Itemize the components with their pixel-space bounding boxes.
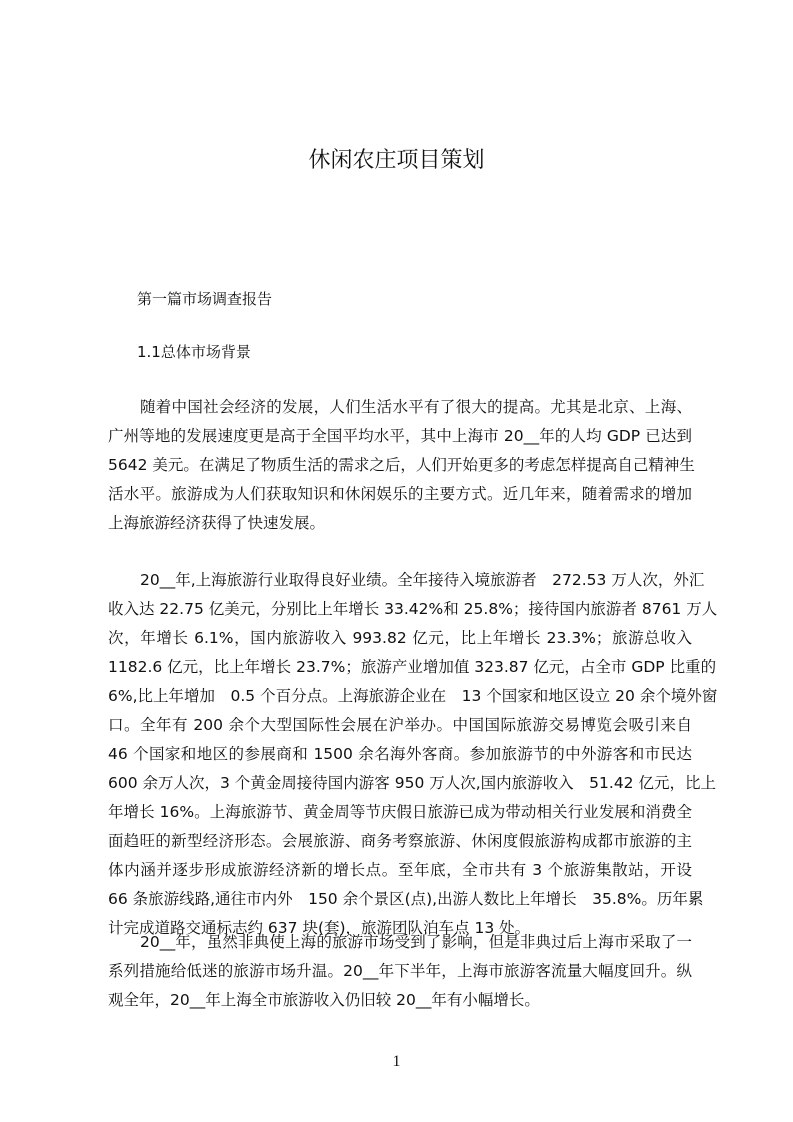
text-line: 观全年，20__年上海全市旅游收入仍旧较 20__年有小幅增长。	[108, 991, 540, 1009]
subsection-heading: 1.1总体市场背景	[137, 343, 251, 361]
document-title: 休闲农庄项目策划	[308, 148, 485, 173]
text-line: 66 条旅游线路,通往市内外 150 余个景区(点),出游人数比上年增长 35.8%。历年累	[108, 890, 704, 908]
text-line: 46 个国家和地区的参展商和 1500 余名海外客商。参加旅游节的中外游客和市民达	[108, 745, 692, 763]
text-line: 口。全年有 200 余个大型国际性会展在沪举办。中国国际旅游交易博览会吸引来自	[108, 716, 692, 734]
text-line: 活水平。旅游成为人们获取知识和休闲娱乐的主要方式。近几年来，随着需求的增加	[108, 485, 692, 503]
text-line: 600 余万人次，3 个黄金周接待国内游客 950 万人次,国内旅游收入 51.42 亿元，比上	[108, 774, 716, 792]
text-line: 20__年，虽然非典使上海的旅游市场受到了影响，但是非典过后上海市采取了一	[140, 933, 692, 951]
text-line: 20__年,上海旅游行业取得良好业绩。全年接待入境旅游者 272.53 万人次，外汇	[140, 571, 705, 589]
text-line: 随着中国社会经济的发展，人们生活水平有了很大的提高。尤其是北京、上海、	[140, 398, 692, 416]
text-line: 1182.6 亿元，比上年增长 23.7%；旅游产业增加值 323.87 亿元，占全市 GDP 比重的	[108, 658, 717, 676]
text-line: 计完成道路交通标志约 637 块(套)，旅游团队泊车点 13 处。	[108, 919, 531, 937]
text-line: 系列措施给低迷的旅游市场升温。20__年下半年，上海市旅游客流量大幅度回升。纵	[108, 962, 692, 980]
paragraph-1	[108, 393, 695, 538]
text-line: 次，年增长 6.1%，国内旅游收入 993.82 亿元，比上年增长 23.3%；旅游总收入	[108, 629, 692, 647]
text-line: 广州等地的发展速度更是高于全国平均水平，其中上海市 20__年的人均 GDP 已达到	[108, 427, 692, 445]
text-line: 年增长 16%。上海旅游节、黄金周等节庆假日旅游已成为带动相关行业发展和消费全	[108, 803, 692, 821]
paragraph-3	[108, 928, 692, 1015]
text-line: 收入达 22.75 亿美元，分别比上年增长 33.42%和 25.8%；接待国内旅游者 8761 万人	[108, 600, 718, 618]
text-line: 6%,比上年增加 0.5 个百分点。上海旅游企业在 13 个国家和地区设立 20 余个境外窗	[108, 687, 718, 705]
text-line: 5642 美元。在满足了物质生活的需求之后，人们开始更多的考虑怎样提高自己精神生	[108, 456, 695, 474]
text-line: 体内涵并逐步形成旅游经济新的增长点。至年底，全市共有 3 个旅游集散站，开设	[108, 861, 692, 879]
page-number: 1	[392, 1053, 401, 1070]
text-line: 上海旅游经济获得了快速发展。	[108, 514, 326, 532]
text-line: 面趋旺的新型经济形态。会展旅游、商务考察旅游、休闲度假旅游构成都市旅游的主	[108, 832, 692, 850]
paragraph-2	[108, 566, 718, 943]
section-heading: 第一篇市场调查报告	[137, 290, 273, 308]
